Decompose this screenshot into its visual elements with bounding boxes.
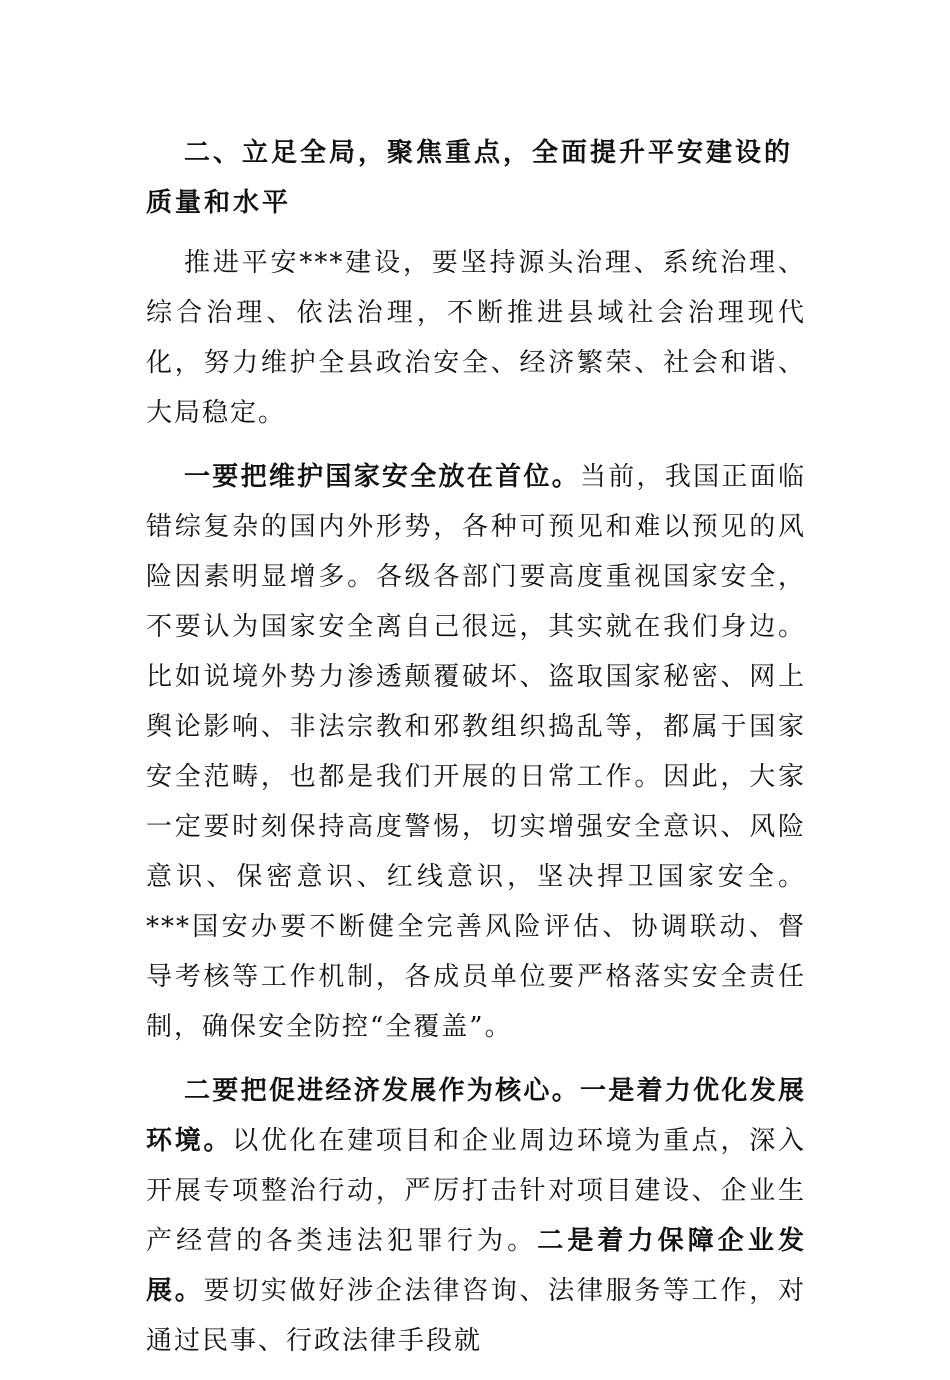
economic-development-paragraph bbox=[146, 1066, 806, 1366]
optimize-environment-lead: 一是着力优化发展环境。 bbox=[146, 1076, 806, 1156]
support-enterprise-text: 要切实做好涉企法律咨询、法律服务等工作，对通过民事、行政法律手段就 bbox=[146, 1276, 806, 1356]
economic-development-lead: 二要把促进经济发展作为核心。 bbox=[184, 1076, 580, 1106]
document-page bbox=[146, 128, 806, 1380]
support-enterprise-lead: 二是着力保障企业发展。 bbox=[146, 1226, 806, 1306]
national-security-lead: 一要把维护国家安全放在首位。 bbox=[184, 462, 580, 492]
optimize-environment-text: 以优化在建项目和企业周边环境为重点，深入开展专项整治行动，严厉打击针对项目建设、企业生产经营的各类违法犯罪行为。 bbox=[146, 1126, 806, 1256]
intro-paragraph: 推进平安***建设，要坚持源头治理、系统治理、综合治理、依法治理，不断推进县域社会治理现代化，努力维护全县政治安全、经济繁荣、社会和谐、大局稳定。 bbox=[146, 248, 806, 428]
national-security-paragraph bbox=[146, 452, 806, 1052]
section-heading: 二、立足全局，聚焦重点，全面提升平安建设的质量和水平 bbox=[146, 138, 794, 218]
national-security-text: 当前，我国正面临错综复杂的国内外形势，各种可预见和难以预见的风险因素明显增多。各级各部门要高度重视国家安全，不要认为国家安全离自己很远，其实就在我们身边。比如说境外势力渗透颠覆破坏、盗取国家秘密、网上舆论影响、非法宗教和邪教组织捣乱等，都属于国家安全范畴，也都是我们开展的日常工作。因此，大家一定要时刻保持高度警惕，切实增强安全意识、风险意识、保密意识、红线意识，坚决捍卫国家安全。***国安办要不断健全完善风险评估、协调联动、督导考核等工作机制，各成员单位要严格落实安全责任制，确保安全防控“全覆盖”。 bbox=[146, 462, 806, 1042]
